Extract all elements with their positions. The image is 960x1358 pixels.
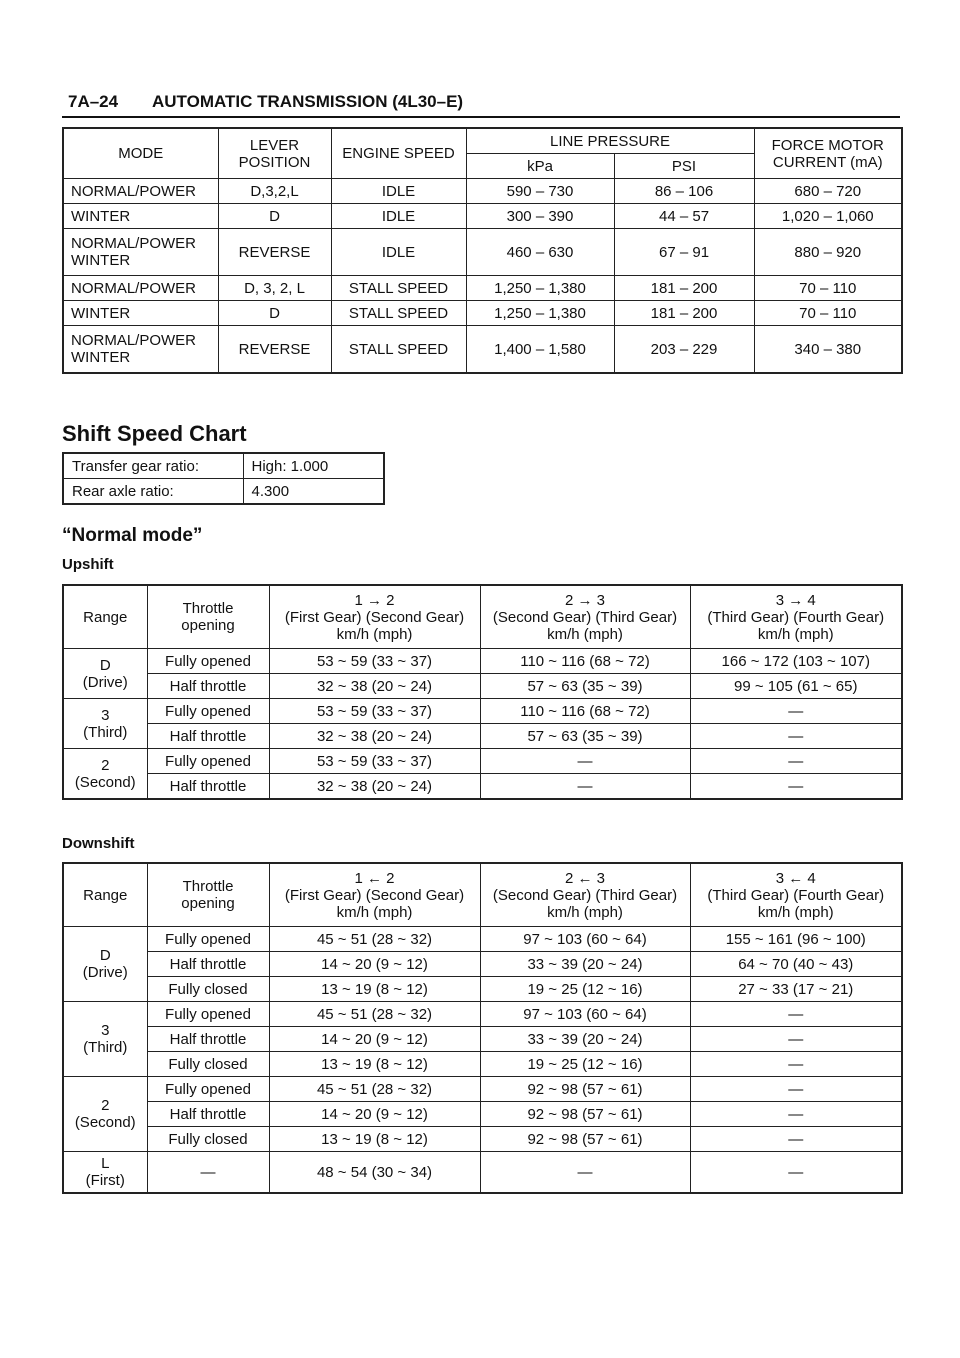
- table-row: [63, 649, 902, 674]
- speed-cell: —: [690, 1152, 902, 1194]
- cell-lever: REVERSE: [218, 229, 331, 276]
- speed-cell: 166 ~ 172 (103 ~ 107): [690, 649, 902, 674]
- cell-lever: D: [218, 204, 331, 229]
- speed-cell: —: [690, 1127, 902, 1152]
- downshift-table: [62, 862, 903, 1194]
- speed-cell: 53 ~ 59 (33 ~ 37): [269, 699, 480, 724]
- range-name: D: [99, 947, 111, 964]
- table-row: [63, 749, 902, 774]
- table-row: [63, 1002, 902, 1027]
- header-throttle-line2: opening: [181, 617, 235, 634]
- cell-psi: 86 – 106: [614, 179, 754, 204]
- table-row: [63, 453, 384, 479]
- table-row: [63, 479, 384, 505]
- cell-mode: NORMAL/POWER: [63, 179, 218, 204]
- speed-cell: 45 ~ 51 (28 ~ 32): [269, 1077, 480, 1102]
- speed-cell: 110 ~ 116 (68 ~ 72): [480, 699, 690, 724]
- range-name: D: [99, 656, 111, 674]
- header-shift-1-2: [269, 585, 480, 649]
- table-row: [63, 724, 902, 749]
- cell-psi: 67 – 91: [614, 229, 754, 276]
- range-cell: [63, 749, 147, 800]
- cell-mode-line2: WINTER: [71, 252, 131, 269]
- cell-lever: REVERSE: [218, 326, 331, 374]
- cell-mode: WINTER: [63, 204, 218, 229]
- speed-cell: —: [690, 774, 902, 800]
- table-row: [63, 204, 902, 229]
- header-throttle-line2: opening: [181, 895, 235, 912]
- throttle-cell: Half throttle: [147, 774, 269, 800]
- header-line: km/h (mph): [757, 903, 834, 921]
- range-cell: [63, 1152, 147, 1194]
- header-line-pressure: LINE PRESSURE: [466, 128, 754, 154]
- speed-cell: 48 ~ 54 (30 ~ 34): [269, 1152, 480, 1194]
- speed-cell: 64 ~ 70 (40 ~ 43): [690, 952, 902, 977]
- speed-cell: 110 ~ 116 (68 ~ 72): [480, 649, 690, 674]
- header-line: 3 ← 4: [775, 869, 816, 887]
- table-row: [63, 699, 902, 724]
- range-desc: (Drive): [82, 964, 128, 981]
- table-row: [63, 1127, 902, 1152]
- speed-cell: —: [690, 1027, 902, 1052]
- header-line: 2 → 3: [564, 591, 606, 609]
- range-desc: (Second): [74, 773, 136, 791]
- speed-cell: 32 ~ 38 (20 ~ 24): [269, 774, 480, 800]
- speed-cell: —: [690, 749, 902, 774]
- table-row: [63, 179, 902, 204]
- header-line: km/h (mph): [336, 903, 413, 921]
- header-line: (Second Gear) (Third Gear): [492, 608, 678, 626]
- throttle-cell: Half throttle: [147, 952, 269, 977]
- header-shift-2-3: [480, 585, 690, 649]
- speed-cell: 92 ~ 98 (57 ~ 61): [480, 1102, 690, 1127]
- table-row: [63, 301, 902, 326]
- speed-cell: 32 ~ 38 (20 ~ 24): [269, 724, 480, 749]
- range-cell: [63, 927, 147, 1002]
- table-row: [63, 229, 902, 276]
- section-title: AUTOMATIC TRANSMISSION (4L30–E): [152, 92, 464, 111]
- header-kpa: kPa: [466, 154, 614, 179]
- header-shift-2-1: [269, 863, 480, 927]
- table-row: [63, 927, 902, 952]
- ratio-value: 4.300: [243, 479, 384, 505]
- speed-cell: —: [690, 1002, 902, 1027]
- cell-engine: STALL SPEED: [331, 276, 466, 301]
- throttle-cell: Half throttle: [147, 674, 269, 699]
- header-line: (Third Gear) (Fourth Gear): [707, 886, 885, 904]
- cell-current: 340 – 380: [754, 326, 902, 374]
- cell-current: 680 – 720: [754, 179, 902, 204]
- speed-cell: 33 ~ 39 (20 ~ 24): [480, 952, 690, 977]
- range-name: 2: [101, 756, 110, 774]
- speed-cell: —: [690, 699, 902, 724]
- cell-mode-line1: NORMAL/POWER: [71, 235, 197, 252]
- throttle-cell: Fully opened: [147, 1077, 269, 1102]
- cell-kpa: 590 – 730: [466, 179, 614, 204]
- range-cell: [63, 699, 147, 749]
- header-line: km/h (mph): [547, 625, 623, 643]
- speed-cell: 155 ~ 161 (96 ~ 100): [690, 927, 902, 952]
- speed-cell: 97 ~ 103 (60 ~ 64): [480, 927, 690, 952]
- table-row: [63, 276, 902, 301]
- ratio-table: [62, 452, 385, 505]
- header-range: Range: [63, 585, 147, 649]
- table-row: [63, 674, 902, 699]
- speed-cell: 45 ~ 51 (28 ~ 32): [269, 927, 480, 952]
- cell-mode: [63, 229, 218, 276]
- header-line: km/h (mph): [757, 625, 834, 643]
- speed-cell: 33 ~ 39 (20 ~ 24): [480, 1027, 690, 1052]
- cell-engine: IDLE: [331, 229, 466, 276]
- speed-cell: 14 ~ 20 (9 ~ 12): [269, 1027, 480, 1052]
- speed-cell: 97 ~ 103 (60 ~ 64): [480, 1002, 690, 1027]
- range-cell: [63, 649, 147, 699]
- throttle-cell: Fully opened: [147, 749, 269, 774]
- speed-cell: —: [690, 724, 902, 749]
- range-name: 3: [101, 1022, 110, 1039]
- cell-psi: 203 – 229: [614, 326, 754, 374]
- range-desc: (Second): [74, 1114, 136, 1131]
- speed-cell: 53 ~ 59 (33 ~ 37): [269, 749, 480, 774]
- throttle-cell: Fully opened: [147, 649, 269, 674]
- throttle-cell: Fully closed: [147, 1127, 269, 1152]
- upshift-table: [62, 584, 903, 800]
- header-throttle: [147, 863, 269, 927]
- range-cell: [63, 1002, 147, 1077]
- speed-cell: 19 ~ 25 (12 ~ 16): [480, 1052, 690, 1077]
- shift-speed-chart-title: Shift Speed Chart: [62, 421, 247, 446]
- speed-cell: 92 ~ 98 (57 ~ 61): [480, 1077, 690, 1102]
- cell-mode: NORMAL/POWER: [63, 276, 218, 301]
- speed-cell: 27 ~ 33 (17 ~ 21): [690, 977, 902, 1002]
- range-name: 3: [101, 706, 110, 724]
- cell-mode-line1: NORMAL/POWER: [71, 332, 197, 349]
- header-line: 1 ← 2: [354, 869, 395, 887]
- speed-cell: 99 ~ 105 (61 ~ 65): [690, 674, 902, 699]
- cell-mode: WINTER: [63, 301, 218, 326]
- header-line: 3 → 4: [775, 591, 816, 609]
- cell-lever: D: [218, 301, 331, 326]
- cell-kpa: 1,250 – 1,380: [466, 301, 614, 326]
- range-desc: (First): [85, 1172, 125, 1189]
- header-lever-position: LEVER POSITION: [218, 128, 331, 179]
- speed-cell: 14 ~ 20 (9 ~ 12): [269, 1102, 480, 1127]
- cell-current: 70 – 110: [754, 276, 902, 301]
- speed-cell: 32 ~ 38 (20 ~ 24): [269, 674, 480, 699]
- speed-cell: 57 ~ 63 (35 ~ 39): [480, 724, 690, 749]
- header-line: 2 ← 3: [564, 869, 606, 887]
- speed-cell: 13 ~ 19 (8 ~ 12): [269, 977, 480, 1002]
- table-row: [63, 1052, 902, 1077]
- cell-current: 70 – 110: [754, 301, 902, 326]
- cell-current: 1,020 – 1,060: [754, 204, 902, 229]
- header-shift-4-3: [690, 863, 902, 927]
- speed-cell: —: [480, 774, 690, 800]
- throttle-cell: Fully opened: [147, 1002, 269, 1027]
- speed-cell: 13 ~ 19 (8 ~ 12): [269, 1127, 480, 1152]
- header-throttle-line1: Throttle: [182, 600, 234, 617]
- range-name: L: [101, 1155, 110, 1172]
- line-pressure-table: [62, 127, 903, 374]
- speed-cell: 57 ~ 63 (35 ~ 39): [480, 674, 690, 699]
- range-desc: (Third): [83, 723, 128, 741]
- speed-cell: —: [480, 1152, 690, 1194]
- table-row: [63, 1102, 902, 1127]
- speed-cell: 14 ~ 20 (9 ~ 12): [269, 952, 480, 977]
- cell-lever: D,3,2,L: [218, 179, 331, 204]
- downshift-label: Downshift: [62, 835, 135, 852]
- cell-psi: 44 – 57: [614, 204, 754, 229]
- throttle-cell: Fully opened: [147, 699, 269, 724]
- header-psi: PSI: [614, 154, 754, 179]
- upshift-label: Upshift: [62, 556, 114, 573]
- header-mode: MODE: [63, 128, 218, 179]
- table-row: [63, 952, 902, 977]
- table-row: [63, 774, 902, 800]
- cell-psi: 181 – 200: [614, 276, 754, 301]
- header-line: (First Gear) (Second Gear): [284, 608, 465, 626]
- table-row: [63, 326, 902, 374]
- speed-cell: —: [480, 749, 690, 774]
- page-header: [62, 92, 900, 118]
- cell-mode-line2: WINTER: [71, 349, 131, 366]
- cell-engine: STALL SPEED: [331, 301, 466, 326]
- cell-engine: IDLE: [331, 204, 466, 229]
- ratio-value: High: 1.000: [243, 453, 384, 479]
- speed-cell: 53 ~ 59 (33 ~ 37): [269, 649, 480, 674]
- speed-cell: —: [690, 1052, 902, 1077]
- throttle-cell: Half throttle: [147, 1102, 269, 1127]
- ratio-label: Rear axle ratio:: [63, 479, 243, 505]
- throttle-cell: —: [147, 1152, 269, 1194]
- ratio-label: Transfer gear ratio:: [63, 453, 243, 479]
- cell-mode: [63, 326, 218, 374]
- header-line: (Third Gear) (Fourth Gear): [707, 608, 885, 626]
- throttle-cell: Fully closed: [147, 977, 269, 1002]
- header-shift-3-4: [690, 585, 902, 649]
- cell-psi: 181 – 200: [614, 301, 754, 326]
- range-name: 2: [101, 1097, 110, 1114]
- page-number: 7A–24: [68, 92, 119, 111]
- header-line: km/h (mph): [336, 625, 413, 643]
- speed-cell: 19 ~ 25 (12 ~ 16): [480, 977, 690, 1002]
- cell-kpa: 300 – 390: [466, 204, 614, 229]
- mode-title: “Normal mode”: [62, 525, 203, 546]
- speed-cell: —: [690, 1102, 902, 1127]
- speed-cell: 92 ~ 98 (57 ~ 61): [480, 1127, 690, 1152]
- cell-kpa: 1,250 – 1,380: [466, 276, 614, 301]
- header-line: (Second Gear) (Third Gear): [492, 886, 678, 904]
- header-throttle: [147, 585, 269, 649]
- header-line: km/h (mph): [547, 903, 623, 921]
- throttle-cell: Fully closed: [147, 1052, 269, 1077]
- speed-cell: —: [690, 1077, 902, 1102]
- cell-kpa: 460 – 630: [466, 229, 614, 276]
- header-shift-3-2: [480, 863, 690, 927]
- table-row: [63, 1027, 902, 1052]
- cell-kpa: 1,400 – 1,580: [466, 326, 614, 374]
- range-cell: [63, 1077, 147, 1152]
- table-row: [63, 1152, 902, 1194]
- table-row: [63, 977, 902, 1002]
- header-engine-speed: ENGINE SPEED: [331, 128, 466, 179]
- header-line: (First Gear) (Second Gear): [284, 886, 465, 904]
- throttle-cell: Half throttle: [147, 1027, 269, 1052]
- range-desc: (Third): [83, 1039, 128, 1056]
- throttle-cell: Half throttle: [147, 724, 269, 749]
- cell-current: 880 – 920: [754, 229, 902, 276]
- header-force-motor-current: FORCE MOTOR CURRENT (mA): [754, 128, 902, 179]
- cell-engine: IDLE: [331, 179, 466, 204]
- speed-cell: 13 ~ 19 (8 ~ 12): [269, 1052, 480, 1077]
- header-line: 1 → 2: [354, 591, 395, 609]
- speed-cell: 45 ~ 51 (28 ~ 32): [269, 1002, 480, 1027]
- header-range: Range: [63, 863, 147, 927]
- range-desc: (Drive): [82, 673, 128, 691]
- cell-lever: D, 3, 2, L: [218, 276, 331, 301]
- table-row: [63, 1077, 902, 1102]
- header-throttle-line1: Throttle: [182, 878, 234, 895]
- cell-engine: STALL SPEED: [331, 326, 466, 374]
- throttle-cell: Fully opened: [147, 927, 269, 952]
